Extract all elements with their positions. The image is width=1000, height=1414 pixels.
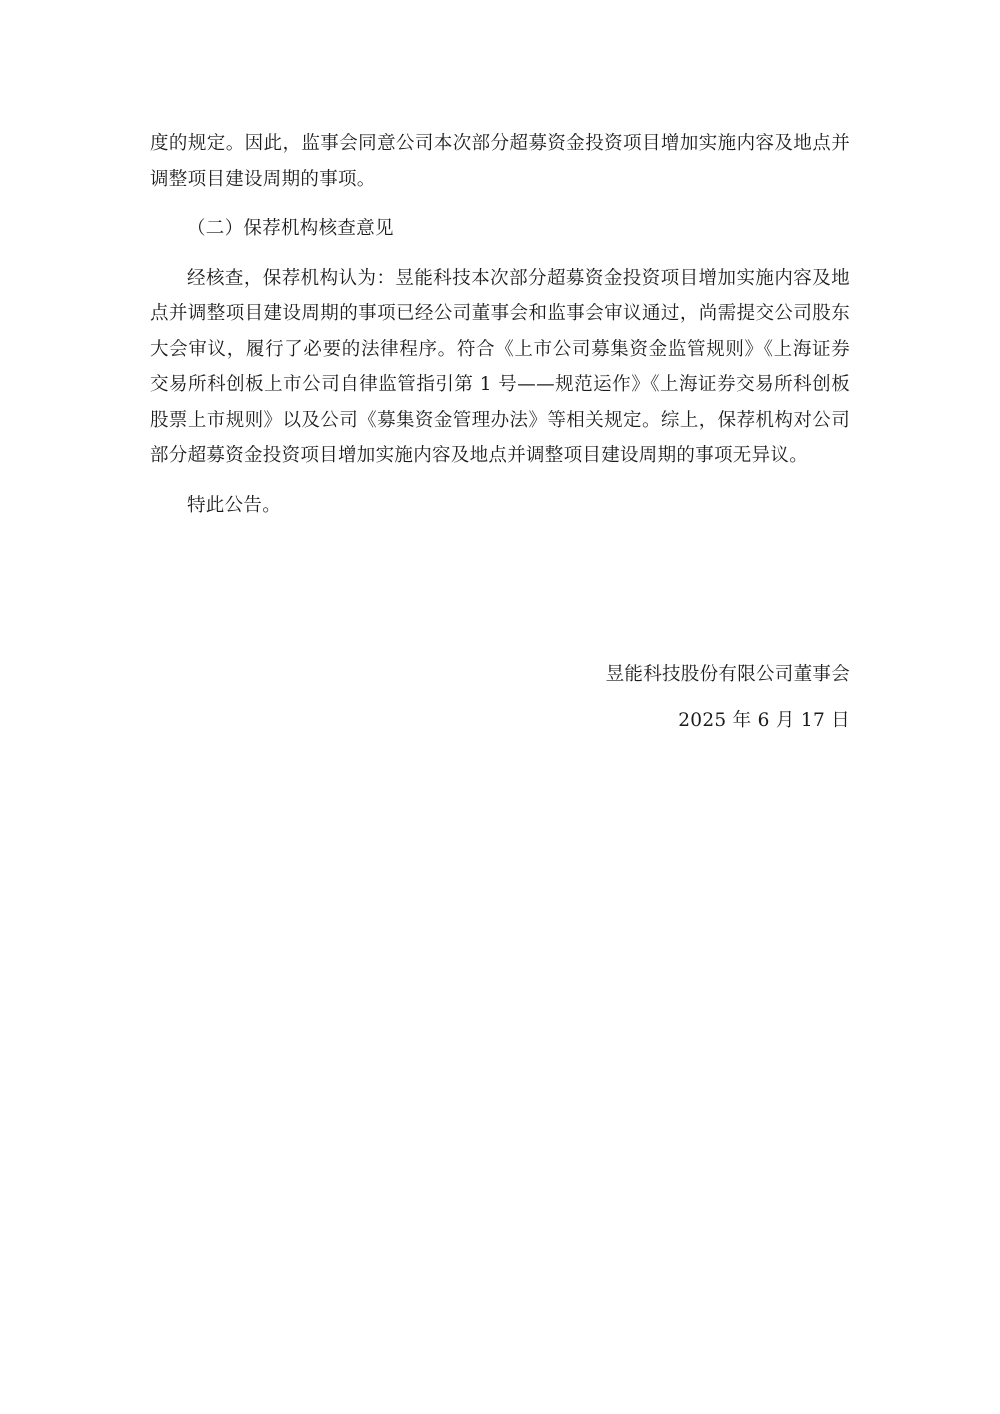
section-heading-sponsor-opinion: （二）保荐机构核查意见 xyxy=(187,218,394,239)
document-body xyxy=(150,126,850,523)
signature-company: 昱能科技股份有限公司董事会 xyxy=(605,664,850,685)
signature-block xyxy=(606,652,850,744)
paragraph-sponsor-opinion: 经核查，保荐机构认为：昱能科技本次部分超募资金投资项目增加实施内容及地点并调整项目建设周期的事项已经公司董事会和监事会审议通过，尚需提交公司股东大会审议，履行了必要的法律程序。符合《上市公司募集资金监管规则》《上海证券交易所科创板上市公司自律监管指引第 1 号——规范运作》《上海证券交易所科创板股票上市规则》以及公司《募集资金管理办法》等相关规定。综上，保荐机构对公司部分超募资金投资项目增加实施内容及地点并调整项目建设周期的事项无异议。 xyxy=(150,267,850,466)
paragraph-closing: 特此公告。 xyxy=(187,494,282,516)
signature-date: 2025 年 6 月 17 日 xyxy=(678,710,850,731)
paragraph-supervisory-conclusion: 度的规定。因此，监事会同意公司本次部分超募资金投资项目增加实施内容及地点并调整项目建设周期的事项。 xyxy=(150,133,850,190)
